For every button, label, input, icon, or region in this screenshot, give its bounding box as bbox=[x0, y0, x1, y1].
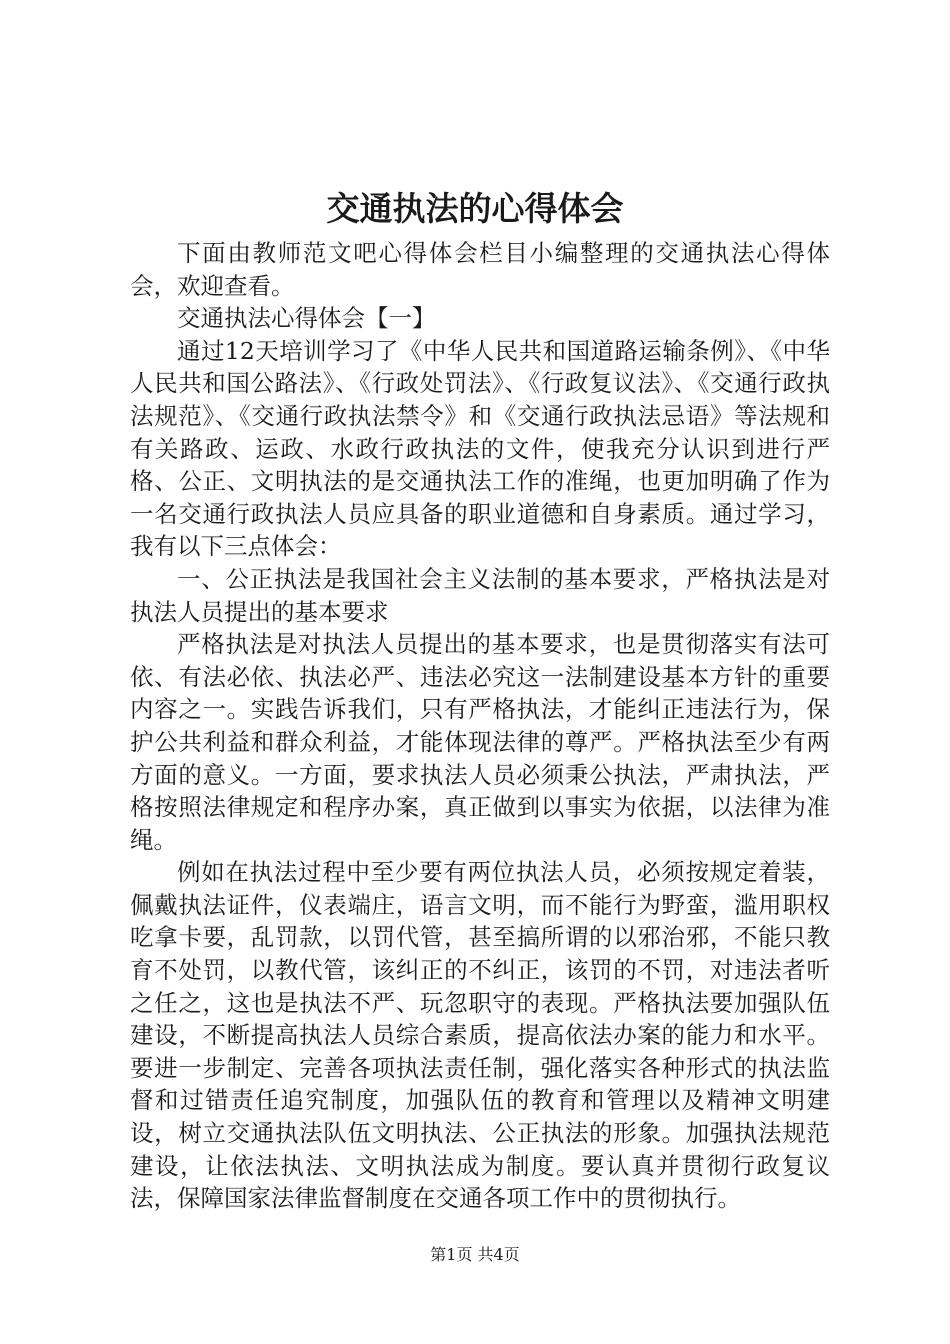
document-body bbox=[130, 237, 830, 1215]
document-title: 交通执法的心得体会 bbox=[326, 189, 624, 228]
section-heading: 交通执法心得体会【一】 bbox=[177, 304, 436, 333]
body-paragraph: 严格执法是对执法人员提出的基本要求，也是贯彻落实有法可依、有法必依、执法必严、违法必究这一法制建设基本方针的重要内容之一。实践告诉我们，只有严格执法，才能纠正违法行为，保护公共利益和群众利益，才能体现法律的尊严。严格执法至少有两方面的意义。一方面，要求执法人员必须秉公执法，严肃执法，严格按照法律规定和程序办案，真正做到以事实为依据，以法律为准绳。 bbox=[130, 630, 830, 854]
body-paragraph: 通过12天培训学习了《中华人民共和国道路运输条例》、《中华人民共和国公路法》、《行政处罚法》、《行政复议法》、《交通行政执法规范》、《交通行政执法禁令》和《交通行政执法忌语》等法规和有关路政、运政、水政行政执法的文件，使我充分认识到进行严格、公正、文明执法的是交通执法工作的准绳，也更加明确了作为一名交通行政执法人员应具备的职业道德和自身素质。通过学习，我有以下三点体会： bbox=[130, 336, 830, 561]
page-number-footer: 第1页 共4页 bbox=[430, 1245, 520, 1264]
body-paragraph: 例如在执法过程中至少要有两位执法人员，必须按规定着装，佩戴执法证件，仪表端庄，语言文明，而不能行为野蛮，滥用职权吃拿卡要，乱罚款，以罚代管，甚至搞所谓的以邪治邪，不能只教育不处罚，以教代管，该纠正的不纠正，该罚的不罚，对违法者听之任之，这也是执法不严、玩忽职守的表现。严格执法要加强队伍建设，不断提高执法人员综合素质，提高依法办案的能力和水平。要进一步制定、完善各项执法责任制，强化落实各种形式的执法监督和过错责任追究制度，加强队伍的教育和管理以及精神文明建设，树立交通执法队伍文明执法、公正执法的形象。加强执法规范建设，让依法执法、文明执法成为制度。要认真并贯彻行政复议法，保障国家法律监督制度在交通各项工作中的贯彻执行。 bbox=[130, 858, 830, 1213]
intro-paragraph: 下面由教师范文吧心得体会栏目小编整理的交通执法心得体会，欢迎查看。 bbox=[130, 239, 830, 300]
point-heading: 一、公正执法是我国社会主义法制的基本要求，严格执法是对执法人员提出的基本要求 bbox=[130, 564, 830, 626]
